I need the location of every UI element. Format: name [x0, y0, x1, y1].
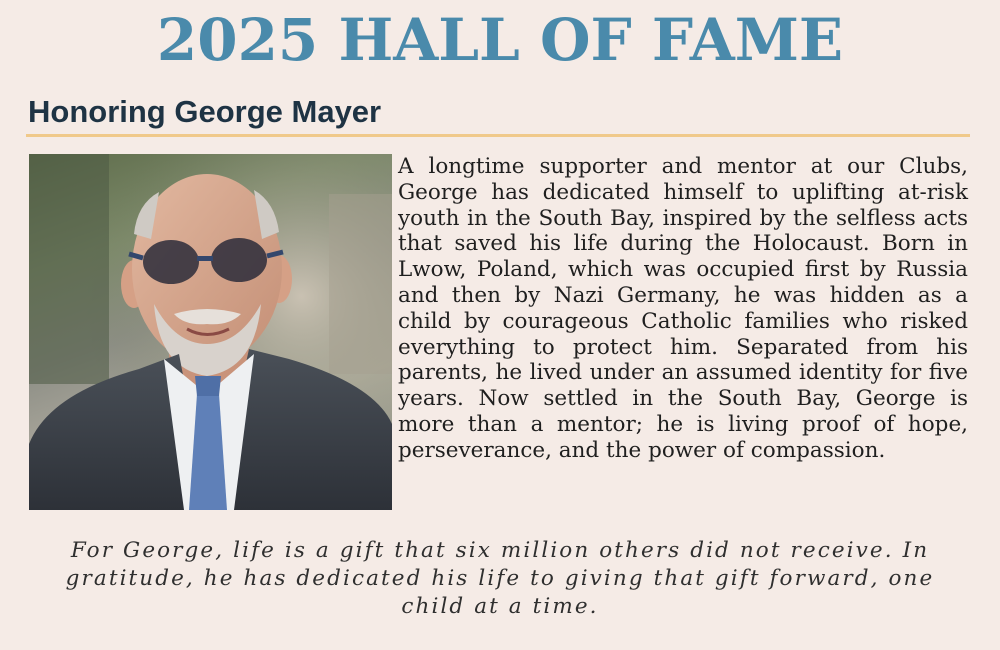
honoree-heading: Honoring George Mayer — [28, 94, 382, 129]
portrait-illustration — [29, 154, 392, 510]
closing-quote: For George, life is a gift that six million others did not receive. In gratitude, he has dedicated his life to giving that gift forward, one child at a time. — [65, 538, 935, 619]
biography-text: A longtime supporter and mentor at our Clubs, George has dedicated himself to uplifting at-risk youth in the South Bay, inspired by the selfless acts that saved his life during the Holocaust. Born in Lwow, Poland, which was occupied first by Russia and then by Nazi Germany, he was hidden as a child by courageous Catholic families who risked everything to protect him. Separated from his parents, he lived under an assumed identity for five years. Now settled in the South Bay, George is more than a mentor; he is living proof of hope, perseverance, and the power of compassion. — [398, 154, 968, 463]
heading-divider — [26, 134, 970, 137]
portrait-photo — [29, 154, 392, 510]
page-title: 2025 HALL OF FAME — [156, 6, 844, 74]
